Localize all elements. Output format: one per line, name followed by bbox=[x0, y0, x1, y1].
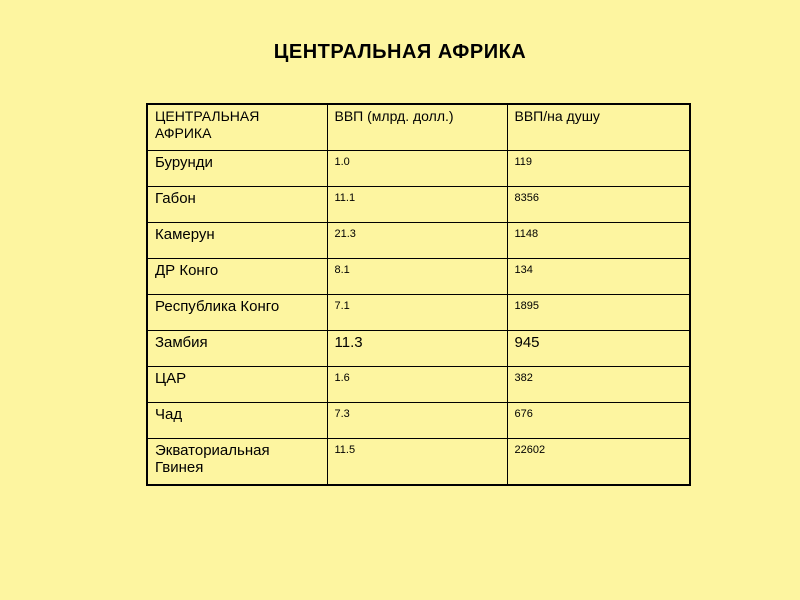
country-cell: Республика Конго bbox=[147, 295, 327, 331]
table-row bbox=[147, 331, 690, 367]
table-header-row bbox=[147, 104, 690, 151]
country-cell: Камерун bbox=[147, 223, 327, 259]
country-cell: Бурунди bbox=[147, 151, 327, 187]
country-cell: Замбия bbox=[147, 331, 327, 367]
table-row bbox=[147, 223, 690, 259]
gdp-per-capita-cell: 382 bbox=[507, 367, 690, 403]
header-gdp-per-capita: ВВП/на душу bbox=[507, 104, 690, 151]
header-gdp: ВВП (млрд. долл.) bbox=[327, 104, 507, 151]
country-cell: Габон bbox=[147, 187, 327, 223]
gdp-cell: 7.1 bbox=[327, 295, 507, 331]
gdp-per-capita-cell: 119 bbox=[507, 151, 690, 187]
gdp-per-capita-cell: 1895 bbox=[507, 295, 690, 331]
gdp-per-capita-cell: 8356 bbox=[507, 187, 690, 223]
gdp-cell: 11.3 bbox=[327, 331, 507, 367]
table-row bbox=[147, 439, 690, 486]
gdp-per-capita-cell: 1148 bbox=[507, 223, 690, 259]
gdp-cell: 1.6 bbox=[327, 367, 507, 403]
gdp-cell: 8.1 bbox=[327, 259, 507, 295]
country-cell: ДР Конго bbox=[147, 259, 327, 295]
header-region: ЦЕНТРАЛЬНАЯ АФРИКА bbox=[147, 104, 327, 151]
gdp-per-capita-cell: 134 bbox=[507, 259, 690, 295]
gdp-per-capita-cell: 676 bbox=[507, 403, 690, 439]
gdp-cell: 11.5 bbox=[327, 439, 507, 486]
country-cell: ЦАР bbox=[147, 367, 327, 403]
table-row bbox=[147, 151, 690, 187]
table-row bbox=[147, 403, 690, 439]
table-row bbox=[147, 295, 690, 331]
table-row bbox=[147, 187, 690, 223]
gdp-per-capita-cell: 945 bbox=[507, 331, 690, 367]
country-cell: Экваториальная Гвинея bbox=[147, 439, 327, 486]
gdp-cell: 11.1 bbox=[327, 187, 507, 223]
slide-title: ЦЕНТРАЛЬНАЯ АФРИКА bbox=[273, 41, 527, 63]
gdp-cell: 21.3 bbox=[327, 223, 507, 259]
gdp-cell: 7.3 bbox=[327, 403, 507, 439]
gdp-cell: 1.0 bbox=[327, 151, 507, 187]
data-table bbox=[146, 103, 691, 486]
table-row bbox=[147, 259, 690, 295]
country-cell: Чад bbox=[147, 403, 327, 439]
table-row bbox=[147, 367, 690, 403]
gdp-per-capita-cell: 22602 bbox=[507, 439, 690, 486]
